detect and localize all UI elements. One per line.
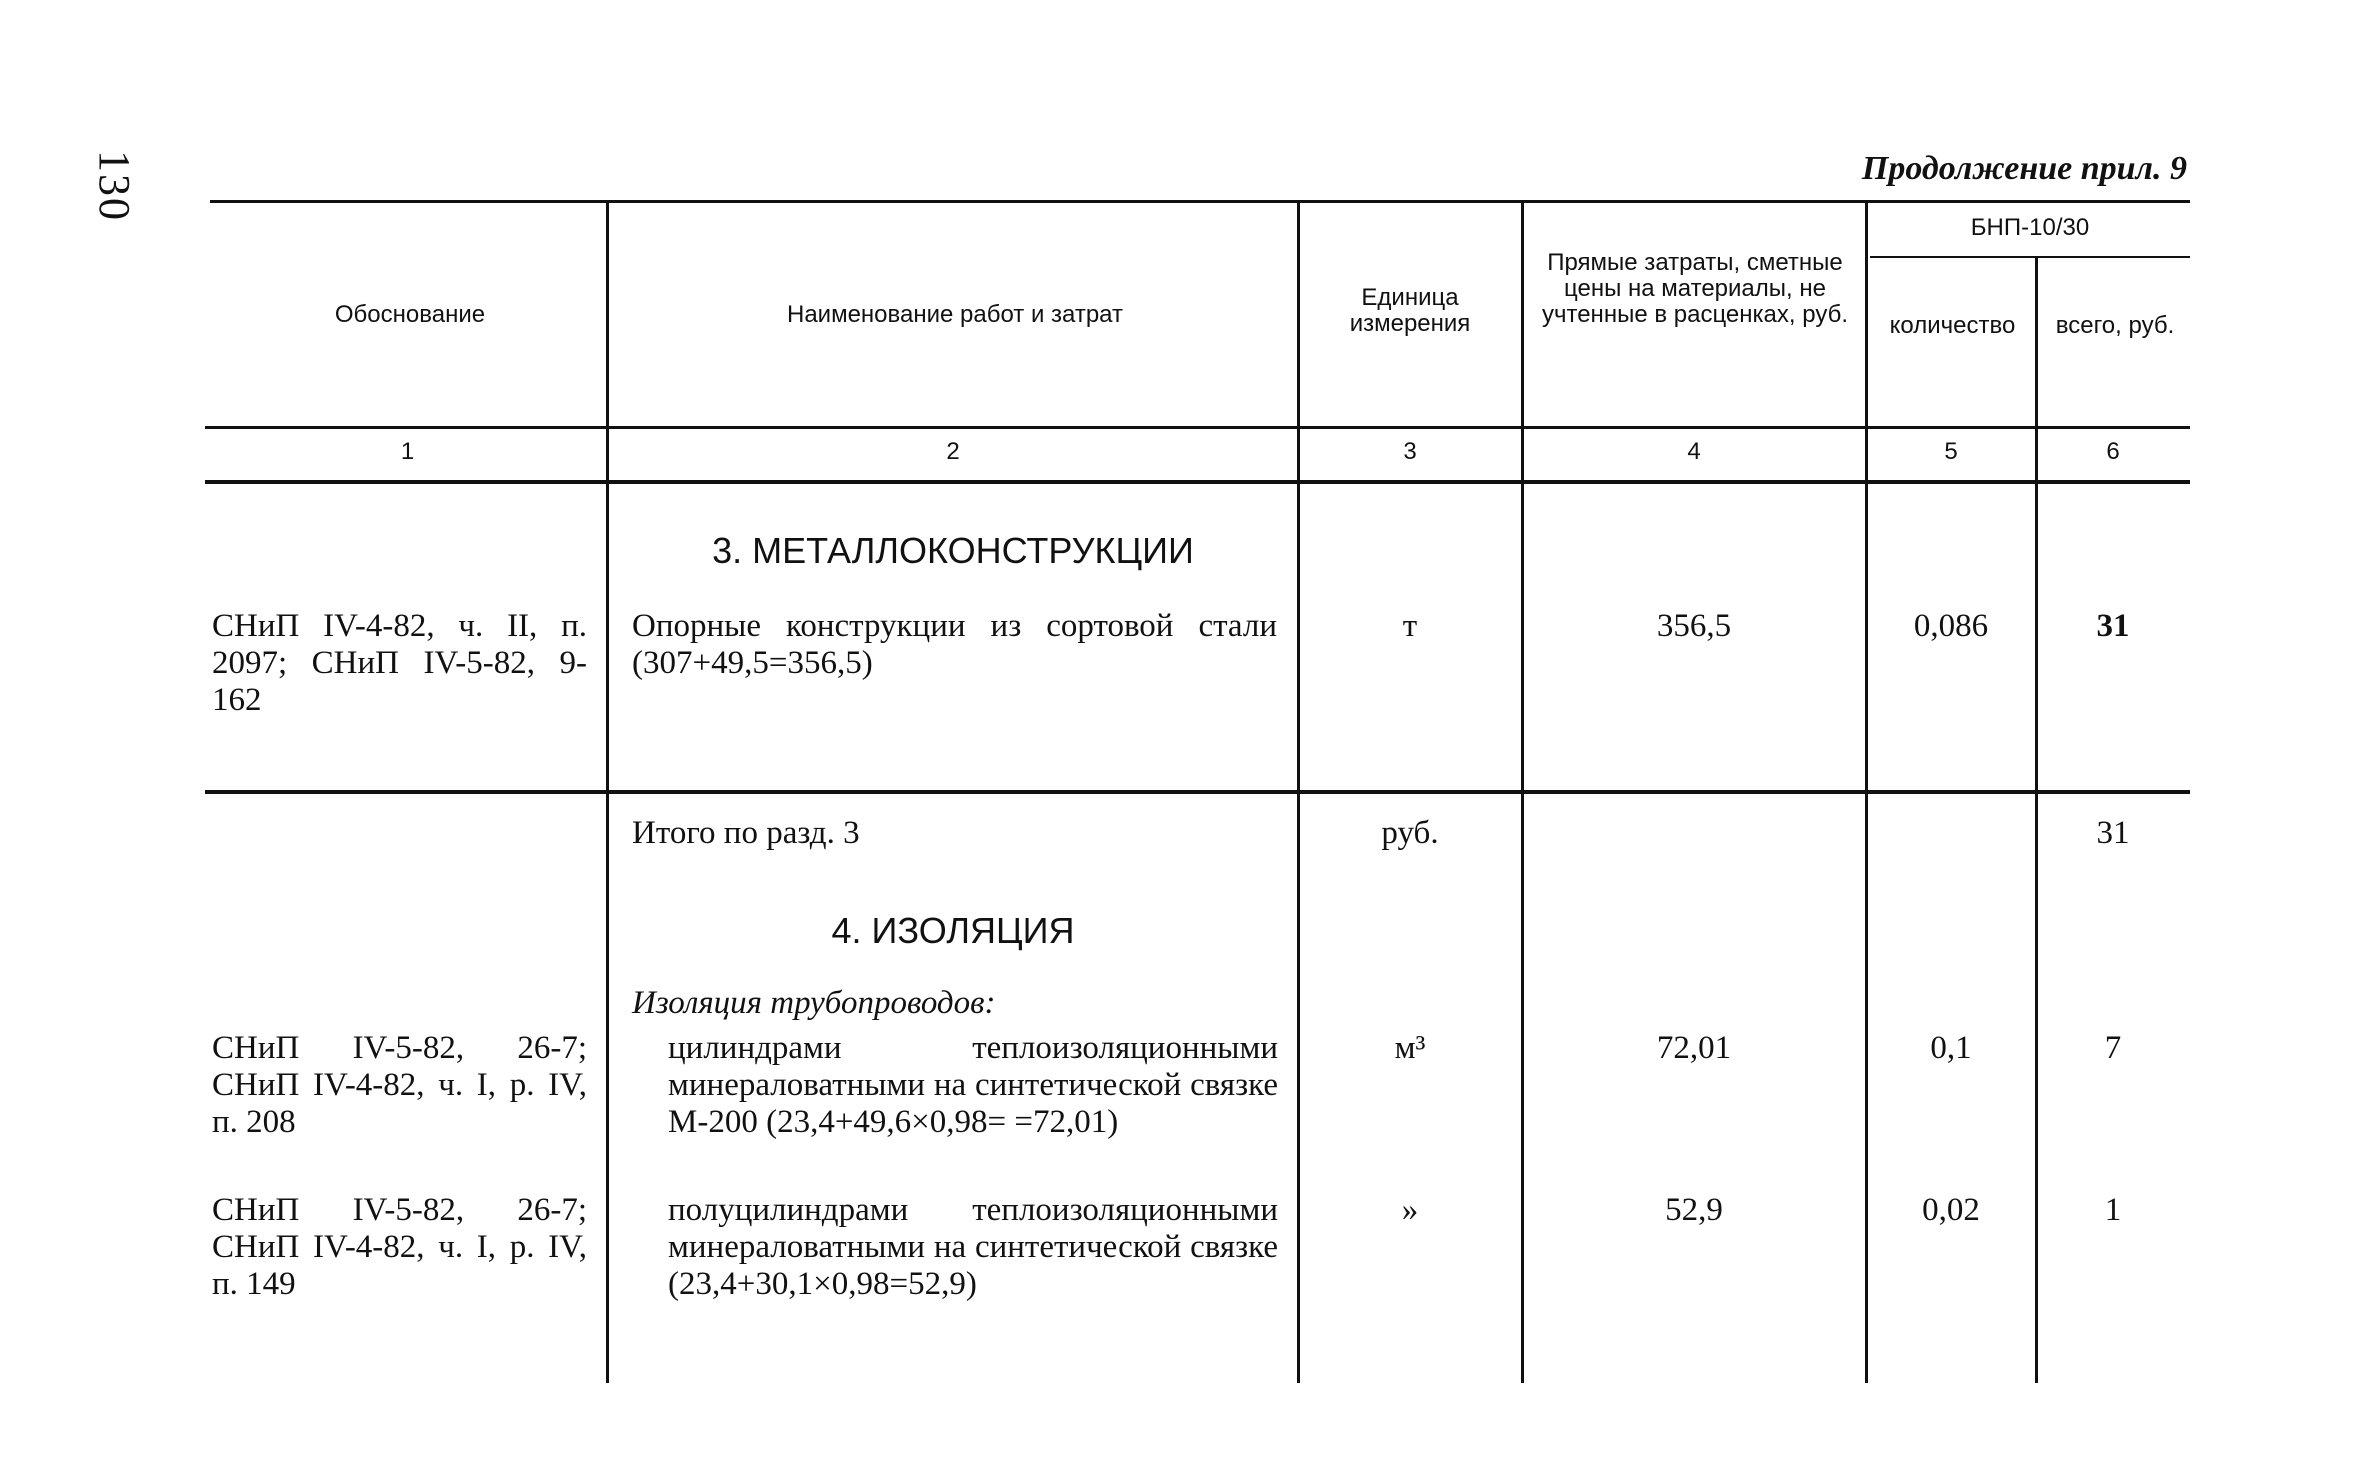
table-top-rule: [210, 200, 2190, 203]
section4-subheading: Изоляция трубопроводов:: [632, 985, 996, 1021]
section3-title: 3. МЕТАЛЛОКОНСТРУКЦИИ: [712, 530, 1194, 571]
section4-row2-qty: 0,02: [1922, 1192, 1980, 1228]
colnum-3: 3: [1403, 438, 1417, 465]
colnum-6: 6: [2106, 438, 2120, 465]
section4-row1-unit: м³: [1394, 1030, 1426, 1066]
header-basis: Обоснование: [334, 301, 486, 328]
section4-row1-total: 7: [2104, 1030, 2122, 1066]
group-header-rule: [1870, 256, 2190, 258]
section4-row1-qty: 0,1: [1930, 1030, 1972, 1066]
section3-bottom-rule: [205, 790, 2190, 794]
colnum-bottom-rule: [205, 480, 2190, 484]
section3-basis: СНиП IV-4-82, ч. II, п. 2097; СНиП IV-5-82, 9-162: [212, 608, 587, 718]
colnum-2: 2: [946, 438, 960, 465]
section4-row2-basis: СНиП IV-5-82, 26-7; СНиП IV-4-82, ч. I, р. IV, п. 149: [212, 1192, 587, 1302]
section4-row2-work-name: полуцилиндрами теплоизоляционными минераловатными на синтетической связке (23,4+30,1×0,98=52,9): [668, 1192, 1278, 1302]
section4-row2-price: 52,9: [1665, 1192, 1723, 1228]
section3-price: 356,5: [1656, 608, 1732, 644]
header-work-name: Наименование работ и затрат: [786, 301, 1123, 328]
section3-work-name: Опорные конструкции из сортовой стали (307+49,5=356,5): [632, 608, 1277, 681]
subtotal3-total: 31: [2096, 815, 2130, 851]
section3-total: 31: [2096, 608, 2130, 644]
colnum-1: 1: [400, 438, 415, 465]
section4-row2-total: 1: [2104, 1192, 2122, 1228]
section3-unit: т: [1402, 608, 1418, 644]
header-quantity: количество: [1889, 312, 2016, 339]
subtotal3-label: Итого по разд. 3: [632, 815, 860, 851]
header-bottom-rule: [205, 426, 2190, 429]
continuation-label: Продолжение прил. 9: [1861, 150, 2187, 187]
subtotal3-unit: руб.: [1381, 815, 1439, 851]
header-group-bnp: БНП-10/30: [1970, 214, 2090, 241]
header-unit: Единица измерения: [1349, 284, 1471, 337]
colnum-5: 5: [1944, 438, 1958, 465]
section4-row2-unit: »: [1401, 1192, 1419, 1228]
header-direct-costs: Прямые затраты, сметные цены на материалы, не учтенные в расценках, руб.: [1541, 249, 1848, 328]
section4-row1-price: 72,01: [1656, 1030, 1732, 1066]
section4-title: 4. ИЗОЛЯЦИЯ: [831, 910, 1075, 951]
header-total: всего, руб.: [2055, 312, 2175, 339]
page-number: 130: [90, 150, 139, 222]
col-divider-1: [606, 203, 609, 1383]
section4-row1-basis: СНиП IV-5-82, 26-7; СНиП IV-4-82, ч. I, р. IV, п. 208: [212, 1030, 587, 1140]
section4-row1-work-name: цилиндрами теплоизоляционными минераловатными на синтетической связке М-200 (23,4+49,6×0,98= =72,01): [668, 1030, 1278, 1140]
colnum-4: 4: [1687, 438, 1701, 465]
section3-qty: 0,086: [1913, 608, 1989, 644]
